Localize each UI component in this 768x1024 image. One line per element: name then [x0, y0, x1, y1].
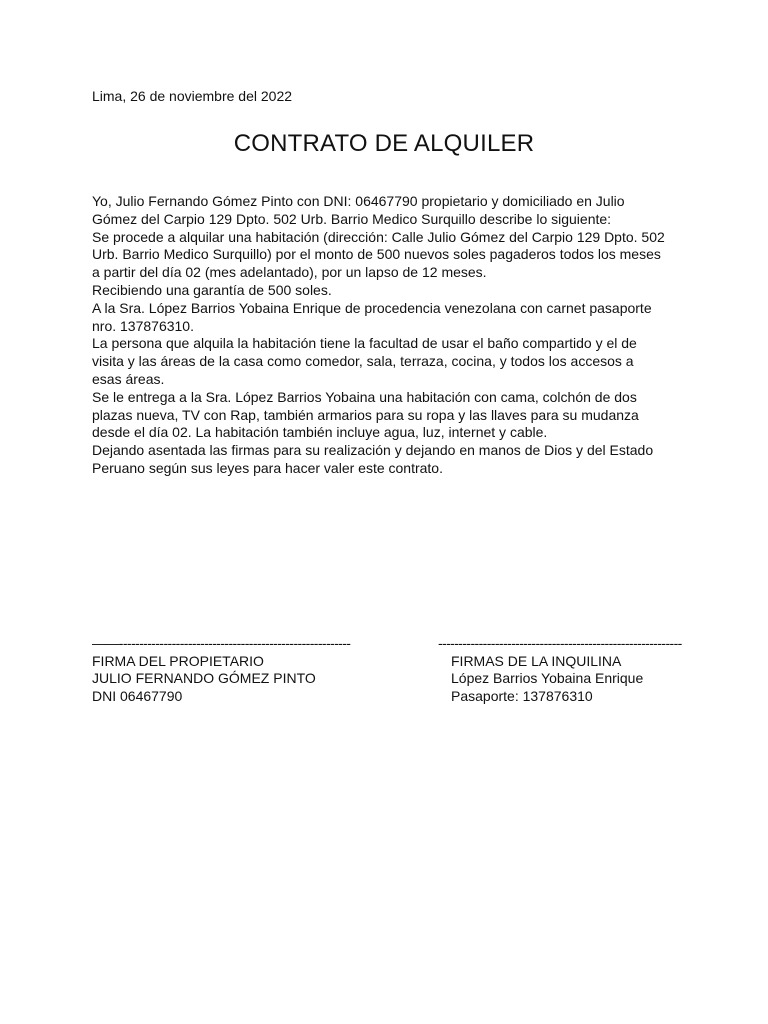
tenant-signature-block — [438, 635, 682, 705]
contract-date: Lima, 26 de noviembre del 2022 — [92, 88, 293, 104]
body-line: Gómez del Carpio 129 Dpto. 502 Urb. Barrio Medico Surquillo describe lo siguiente: — [92, 210, 612, 227]
body-line: desde el día 02. La habitación también incluye agua, luz, internet y cable. — [92, 424, 548, 441]
body-line: Se le entrega a la Sra. López Barrios Yobaina una habitación con cama, colchón de dos — [92, 388, 637, 405]
owner-signature-label: FIRMA DEL PROPIETARIO — [92, 652, 264, 669]
body-line: Yo, Julio Fernando Gómez Pinto con DNI: 06467790 propietario y domiciliado en Julio — [92, 193, 625, 209]
body-line: Se procede a alquilar una habitación (dirección: Calle Julio Gómez del Carpio 129 Dpto. 502 — [92, 228, 665, 245]
body-line: Urb. Barrio Medico Surquillo) por el monto de 500 nuevos soles pagaderos todos los meses — [92, 246, 661, 263]
body-line: visita y las áreas de la casa como comedor, sala, terraza, cocina, y todos los accesos a — [92, 353, 634, 370]
tenant-name: López Barrios Yobaina Enrique — [451, 670, 644, 687]
tenant-signature-label: FIRMAS DE LA INQUILINA — [451, 652, 622, 669]
owner-id: DNI 06467790 — [92, 687, 183, 704]
owner-name: JULIO FERNANDO GÓMEZ PINTO — [92, 670, 316, 687]
contract-body — [92, 193, 692, 478]
body-line: plazas nueva, TV con Rap, también armarios para su ropa y las llaves para su mudanza — [92, 406, 639, 423]
body-line: Dejando asentada las firmas para su realización y dejando en manos de Dios y del Estado — [92, 442, 654, 459]
tenant-signature-line: ------------------------------------------------------------ — [438, 635, 682, 651]
body-line: A la Sra. López Barrios Yobaina Enrique de procedencia venezolana con carnet pasaporte — [92, 299, 652, 316]
body-line: nro. 137876310. — [92, 317, 194, 334]
owner-signature-line: ——--------------------------------------------------------- — [92, 635, 351, 651]
document-title: CONTRATO DE ALQUILER — [233, 130, 535, 157]
body-line: a partir del día 02 (mes adelantado), por un lapso de 12 meses. — [92, 264, 487, 281]
body-line: esas áreas. — [92, 370, 165, 387]
body-line: Recibiendo una garantía de 500 soles. — [92, 281, 332, 298]
body-line: Peruano según sus leyes para hacer valer este contrato. — [92, 459, 443, 476]
owner-signature-block — [92, 635, 351, 705]
tenant-id: Pasaporte: 137876310 — [451, 687, 593, 704]
body-line: La persona que alquila la habitación tiene la facultad de usar el baño compartido y el de — [92, 335, 637, 352]
